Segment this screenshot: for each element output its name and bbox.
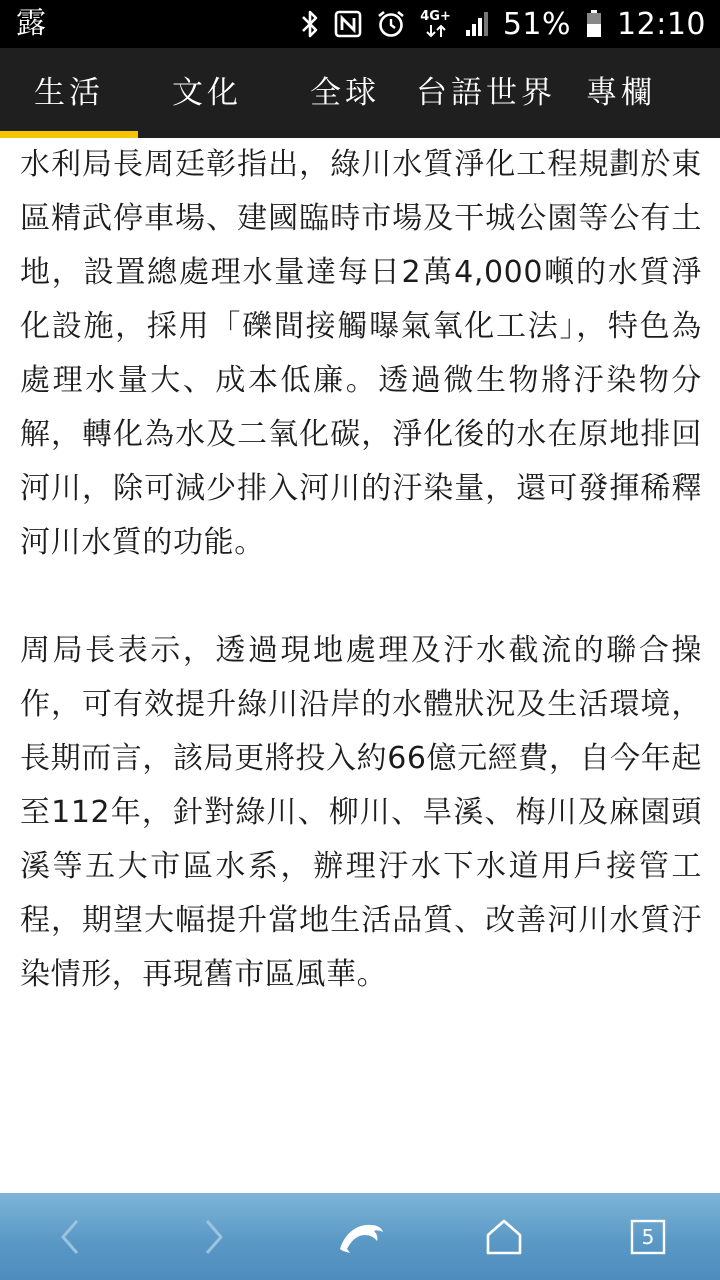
nfc-icon <box>334 10 362 38</box>
browser-toolbar <box>0 1193 720 1280</box>
tab-count: 5 <box>641 1224 655 1249</box>
bluetooth-icon <box>300 9 320 39</box>
tab-culture[interactable]: 文化 <box>172 75 242 111</box>
network-icon: 4G+ <box>420 10 451 38</box>
tab-global[interactable]: 全球 <box>310 75 380 111</box>
active-tab-indicator <box>0 131 138 138</box>
tab-life[interactable]: 生活 <box>34 75 104 111</box>
forward-arrow-icon <box>199 1217 229 1257</box>
clock: 12:10 <box>617 6 706 42</box>
forward-button[interactable] <box>184 1193 244 1280</box>
status-bar <box>0 0 720 48</box>
dolphin-icon <box>337 1217 385 1257</box>
signal-icon <box>465 10 489 38</box>
back-arrow-icon <box>55 1217 85 1257</box>
home-icon <box>484 1217 524 1257</box>
article-body <box>20 138 702 1192</box>
alarm-icon <box>376 9 406 39</box>
battery-icon <box>585 9 603 39</box>
notification-label: 露 <box>16 6 46 41</box>
menu-button[interactable] <box>326 1193 396 1280</box>
article-paragraph: 周局長表示，透過現地處理及汙水截流的聯合操作，可有效提升綠川沿岸的水體狀況及生活環境，長期而言，該局更將投入約66億元經費，自今年起至112年，針對綠川、柳川、旱溪、梅川及麻園頭溪等五大市區水系，辦理汙水下水道用戶接管工程，期望大幅提升當地生活品質、改善河川水質汙染情形，再現舊市區風華。 <box>20 633 702 992</box>
tab-column[interactable]: 專欄 <box>586 75 656 111</box>
home-button[interactable] <box>474 1193 534 1280</box>
tabs-button[interactable] <box>618 1193 678 1280</box>
tab-taiwanese-world[interactable]: 台語世界 <box>416 75 556 111</box>
status-icons <box>300 0 706 48</box>
article-paragraph: 水利局長周廷彰指出，綠川水質淨化工程規劃於東區精武停車場、建國臨時市場及干城公園等公有土地，設置總處理水量達每日2萬4,000噸的水質淨化設施，採用「礫間接觸曝氣氧化工法」，特色為處理水量大、成本低廉。透過微生物將汙染物分解，轉化為水及二氧化碳，淨化後的水在原地排回河川，除可減少排入河川的汙染量，還可發揮稀釋河川水質的功能。 <box>20 147 702 560</box>
category-nav <box>0 48 720 138</box>
battery-percent: 51% <box>502 6 572 42</box>
back-button[interactable] <box>40 1193 100 1280</box>
